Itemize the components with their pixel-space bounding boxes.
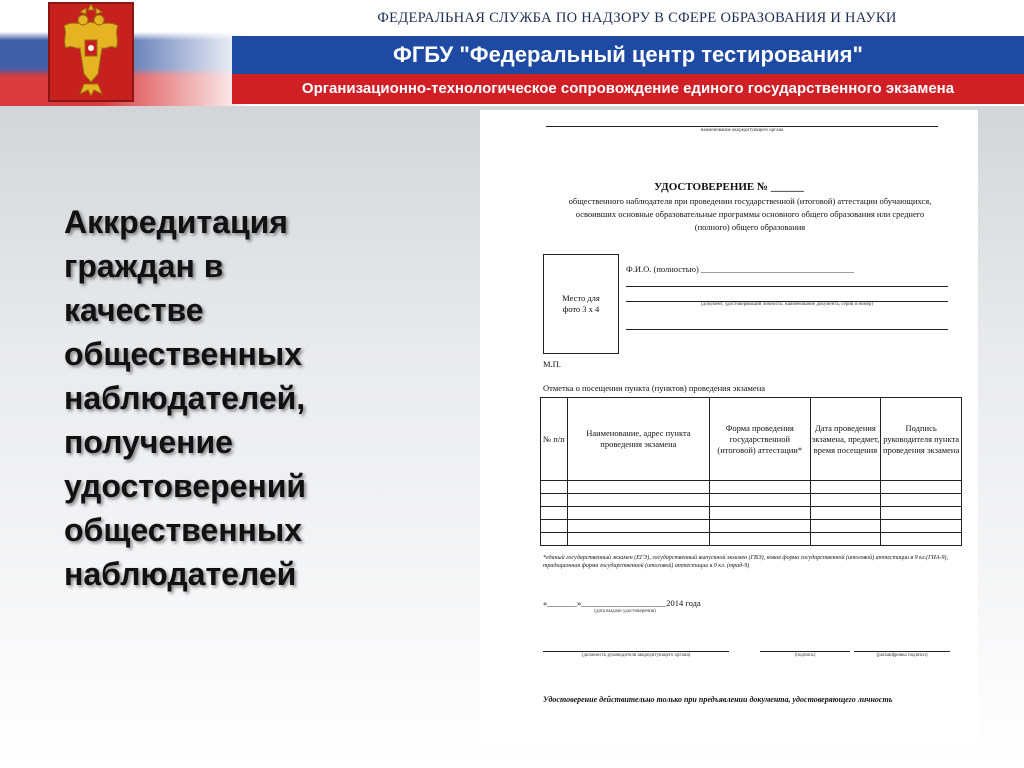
id-document-caption: (документ, удостоверяющий личность: наименование документа, серия и номер) [700,302,873,307]
divider [626,286,948,287]
validity-note: Удостоверение действительно только при предъявлении документа, удостоверяющего личность [543,695,893,704]
photo-placeholder [543,254,619,354]
footnote: *единый государственный экзамен (ЕГЭ), государственный выпускной экзамен (ГВЭ), новая форма государственной (итоговой) аттестации в 9 кл.(ГИА-9), традиционная форма государственной (итоговой) аттестации в 9 кл. (трад-9) [543,555,949,569]
certificate-title: УДОСТОВЕРЕНИЕ № ______ [654,181,804,193]
table-row [541,481,962,494]
slide-title-line: удостоверений [64,468,307,504]
header-banner [0,0,1024,106]
divider [760,651,850,652]
org-name: ФГБУ "Федеральный центр тестирования" [232,36,1024,74]
slide-title-line: граждан в [64,248,224,284]
slide-title-line: получение [64,424,233,460]
table-row [541,494,962,507]
slide-title-line: Аккредитация [64,204,288,240]
certificate-document [480,110,978,746]
photo-label: Место для фото 3 х 4 [562,293,600,314]
table-row [541,507,962,520]
table-header: № п/п [541,398,568,481]
slide-title-line: наблюдателей [64,556,297,592]
certificate-subtitle: общественного наблюдателя при проведении государственной (итоговой) аттестации обучающихся, освоивших основные образовательные программы основного общего образования или среднего (полного) общего образования [568,196,932,232]
divider [626,329,948,330]
slide-title-line: качестве [64,292,204,328]
table-row [541,533,962,546]
slide-title [64,200,424,596]
fio-field: Ф.И.О. (полностью) ____________________________________ [626,264,854,274]
table-row [541,520,962,533]
slide-title-line: наблюдателей, [64,380,306,416]
position-caption: (должность руководителя аккредитующего органа) [581,653,691,658]
issue-date: «_______»____________________2014 года [543,598,701,608]
divider [546,126,938,127]
signature-decode-caption: (расшифровка подписи) [876,653,928,658]
coat-of-arms-icon [48,2,134,102]
visits-table [540,397,962,546]
agency-name: ФЕДЕРАЛЬНАЯ СЛУЖБА ПО НАДЗОРУ В СФЕРЕ ОБРАЗОВАНИЯ И НАУКИ [250,0,1024,36]
table-header: Форма проведения государственной (итоговой) аттестации* [709,398,810,481]
divider [543,651,729,652]
table-header: Подпись руководителя пункта проведения экзамена [881,398,962,481]
table-header: Дата проведения экзамена, предмет, время посещения [810,398,881,481]
visits-caption: Отметка о посещении пункта (пунктов) проведения экзамена [543,383,766,393]
header-subtitle: Организационно-технологическое сопровождение единого государственного экзамена [232,74,1024,104]
signature-caption: (подпись) [794,653,816,658]
issue-date-caption: (дата выдачи удостоверения) [594,609,656,614]
slide-title-line: общественных [64,512,302,548]
stamp-place: М.П. [543,359,561,369]
issuing-body-caption: наименование аккредитующего органа [700,128,784,133]
table-header: Наименование, адрес пункта проведения экзамена [567,398,709,481]
divider [854,651,950,652]
slide-title-line: общественных [64,336,302,372]
